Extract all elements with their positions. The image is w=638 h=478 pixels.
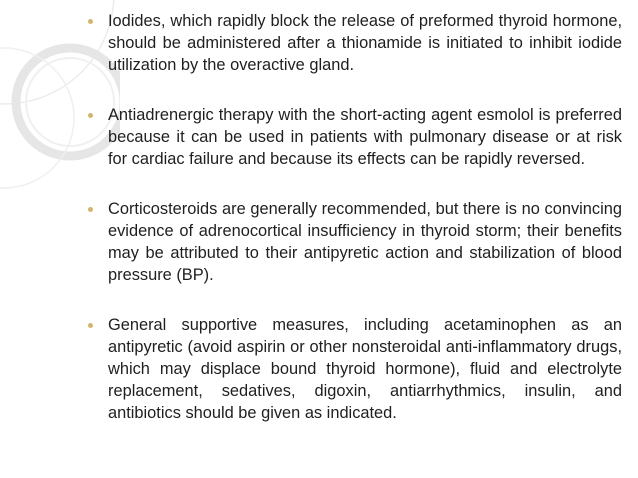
bullet-dot-icon <box>88 113 93 118</box>
bullet-item <box>86 314 622 424</box>
bullet-text: General supportive measures, including acetaminophen as an antipyretic (avoid aspirin or other nonsteroidal anti-inflammatory drugs, which may displace bound thyroid hormone), fluid and electrolyte replacement, sedatives, digoxin, antiarrhythmics, insulin, and antibiotics should be given as indicated. <box>108 316 622 422</box>
bullet-dot-icon <box>88 323 93 328</box>
bullet-item <box>86 104 622 170</box>
bullet-dot-icon <box>88 19 93 24</box>
bullet-text: Iodides, which rapidly block the release of preformed thyroid hormone, should be administered after a thionamide is initiated to inhibit iodide utilization by the overactive gland. <box>108 12 622 74</box>
bullet-text: Corticosteroids are generally recommended, but there is no convincing evidence of adrenocortical insufficiency in thyroid storm; their benefits may be attributed to their antipyretic action and stabilization of blood pressure (BP). <box>108 200 622 284</box>
bullet-text: Antiadrenergic therapy with the short-acting agent esmolol is preferred because it can be used in patients with pulmonary disease or at risk for cardiac failure and because its effects can be rapidly reversed. <box>108 106 622 168</box>
bullet-item <box>86 10 622 76</box>
bullet-list <box>86 10 622 452</box>
bullet-dot-icon <box>88 207 93 212</box>
bullet-item <box>86 198 622 286</box>
